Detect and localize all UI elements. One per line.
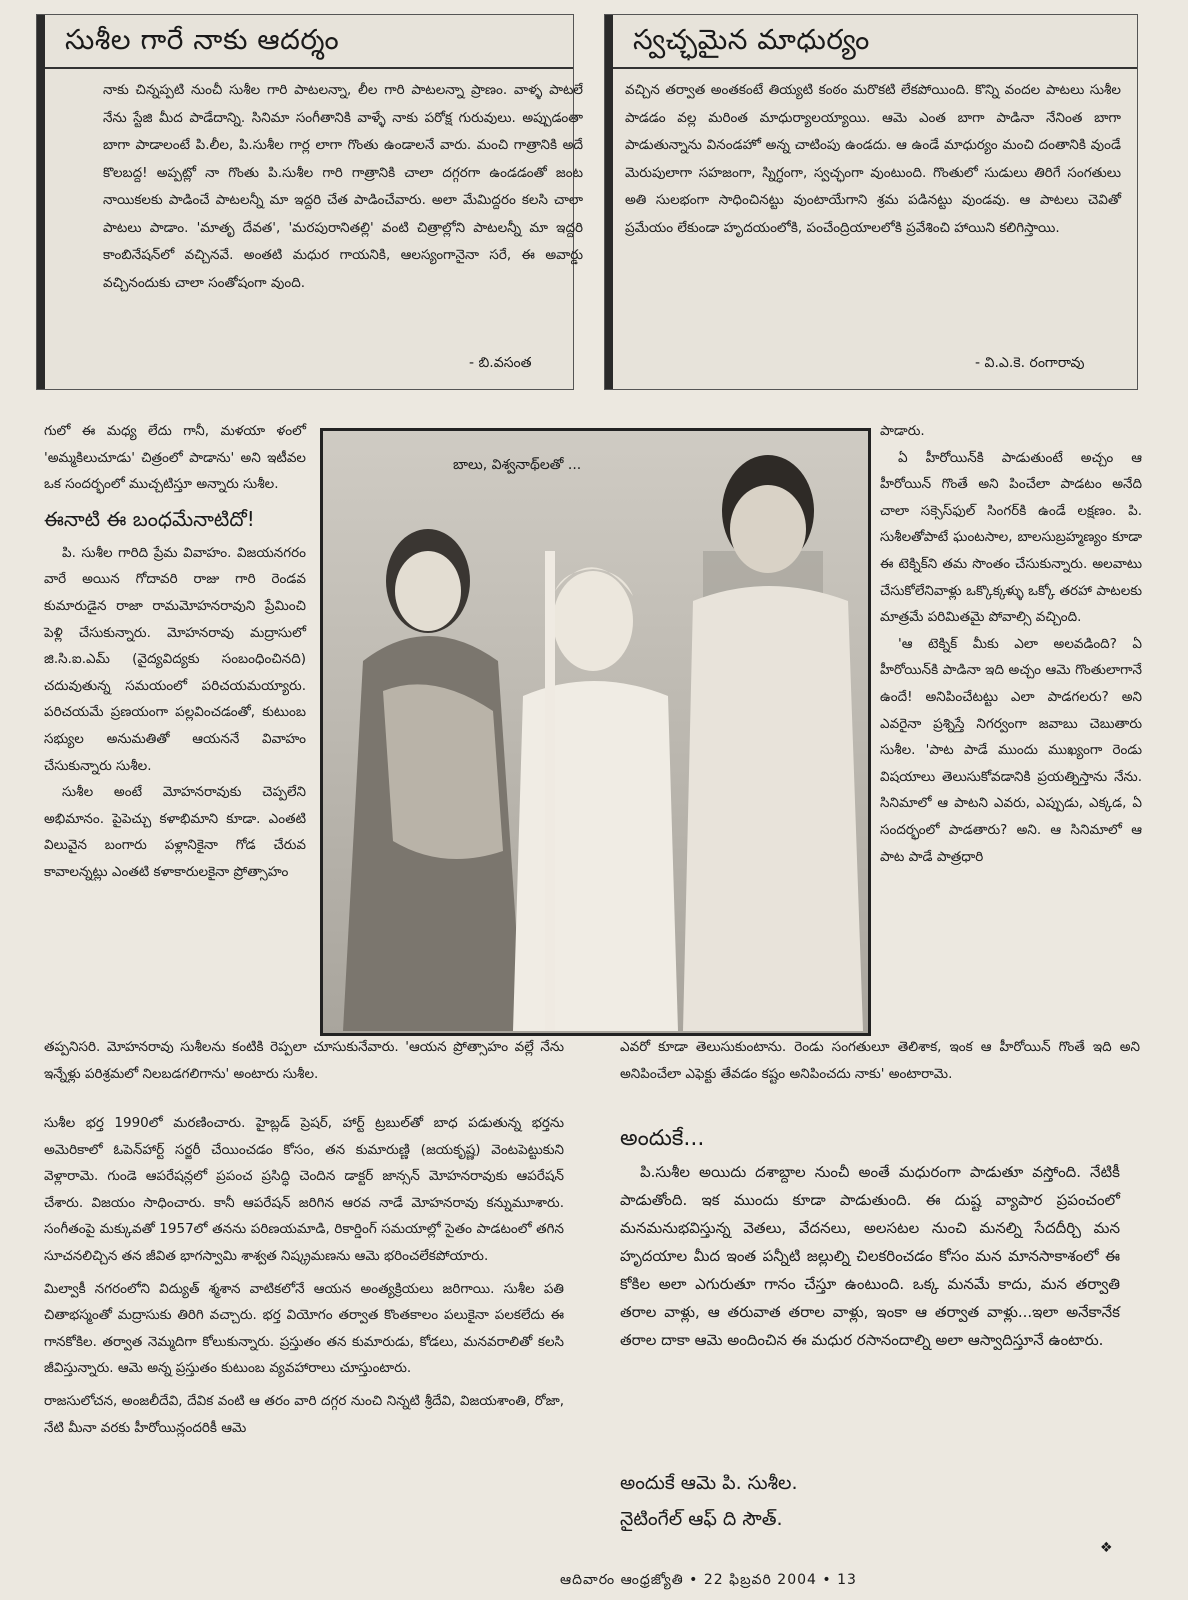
box-title: సుశీల గారే నాకు ఆదర్శం [65,23,340,56]
closing-line-2: నైటింగేల్ ఆఫ్ ది సౌత్. [620,1508,783,1530]
photo-illustration [323,431,868,1033]
photo-susheela-balu-viswanath [320,428,871,1036]
right-column [880,418,1142,870]
sidebar-box-rangarao [604,14,1138,390]
lower-para: రాజసులోచన, అంజలీదేవి, దేవిక వంటి ఆ తరం వారి దగ్గర నుంచి నిన్నటి శ్రీదేవి, విజయశాంతి, రోజా, నేటి మీనా వరకు హీరోయిన్లందరికీ ఆమె [44,1392,564,1436]
title-rule [45,67,573,69]
lower-para: సుశీల భర్త 1990లో మరణించారు. హైబ్లడ్ ప్రెషర్, హార్ట్ ట్రబుల్‌తో బాధ పడుతున్న భర్తను అమెరికాలో ఓపెన్‌హార్ట్ సర్జరీ చేయించడం కోసం, తన కుమారుణ్ణి (జయకృష్ణ) వెంటపెట్టుకుని వెళ్లారామె. గుండె ఆపరేషన్లలో ప్రపంచ ప్రసిద్ధి చెందిన డాక్టర్ జాన్సన్ మోహనరావుకు ఆపరేషన్ చేశారు. విజయం సాధించారు. కానీ ఆపరేషన్ జరిగిన ఆరవ నాడే మోహనరావు కన్నుమూశారు. సంగీతంపై మక్కువతో 1957లో తనను పరిణయమాడి, రికార్డింగ్ సమయాల్లో సైతం పాడటంలో తగిన సూచనలిచ్చిన తన జీవిత భాగస్వామి శాశ్వత నిష్క్రమణను ఆమె భరించలేకపోయారు. [44,1115,564,1264]
closing-line-1: అందుకే ఆమె పి. సుశీల. [620,1472,798,1494]
left-para: పి. సుశీల గారిది ప్రేమ వివాహం. విజయనగరం వారే అయిన గోదావరి రాజు గారి రెండవ కుమారుడైన రాజా రామమోహనరావుని ప్రేమించి పెళ్లి చేసుకున్నారు. మోహనరావు మద్రాసులో జి.సి.ఐ.ఎమ్ (వైద్యవిద్యకు సంబంధించినది) చదువుతున్న సమయంలో పరిచయమయ్యారు. పరిచయమే ప్రణయంగా పల్లవించడంతో, కుటుంబ సభ్యుల అనుమతితో ఆయననే వివాహం చేసుకున్నారు సుశీల. [44,544,306,774]
box-signature: - వి.ఎ.కె. రంగారావు [975,355,1085,371]
right-para: ఏ హీరోయిన్‌కి పాడుతుంటే అచ్చం ఆ హీరోయిన్ గొంతే అని పించేలా పాడటం అనేది చాలా సక్సెస్‌ఫుల్ సింగర్‌కి ఉండే లక్షణం. పి. సుశీలతోపాటే ఘంటసాల, బాలసుబ్రహ్మణ్యం కూడా ఈ టెక్నిక్‌ని తమ సొంతం చేసుకున్నారు. అలవాటు చేసుకోలేనివాళ్లు ఒక్కొక్కళ్ళు ఒక్కో తరహా పాటలకు మాత్రమే పరిమితమై పోవాల్సి వచ్చింది. [880,449,1142,626]
lower-para: మిల్వాకీ నగరంలోని విద్యుత్ శ్మశాన వాటికలోనే ఆయన అంత్యక్రియలు జరిగాయి. సుశీల పతి చితాభస్మంతో మద్రాసుకు తిరిగి వచ్చారు. భర్త వియోగం తర్వాత కొంతకాలం పలుకైనా పలకలేదు ఈ గానకోకిల. తర్వాత నెమ్మదిగా కోలుకున్నారు. ప్రస్తుతం తన కుమారుడు, కోడలు, మనవరాలితో కలసి జీవిస్తున్నారు. ఆమె అన్న ప్రస్తుతం కుటుంబ వ్యవహారాలు చూస్తుంటారు. [44,1280,564,1377]
lower-left-text [44,1110,564,1441]
andhuke-heading: అందుకే... [620,1126,705,1151]
left-column [44,418,306,886]
right-para: పాడారు. [880,423,925,439]
box-title: స్వచ్ఛమైన మాధుర్యం [633,23,870,56]
wide-para: తప్పనిసరి. మోహనరావు సుశీలను కంటికి రెప్పలా చూసుకునేవారు. 'ఆయన ప్రోత్సాహం వల్లే నేను ఇన్నేళ్లు పరిశ్రమలో నిలబడగలిగాను' అంటారు సుశీల. [44,1039,564,1082]
wide-right-text [620,1034,1140,1087]
page-footer: ఆదివారం ఆంధ్రజ్యోతి • 22 ఫిబ్రవరి 2004 • 13 [560,1572,857,1588]
wide-para: ఎవరో కూడా తెలుసుకుంటాను. రెండు సంగతులూ తెలిశాక, ఇంక ఆ హీరోయిన్ గొంతే ఇది అని అనిపించేలా ఎఫెక్టు తేవడం కష్టం అనిపించదు నాకు' అంటారామె. [620,1039,1140,1082]
wide-left-text [44,1034,564,1087]
box-signature: - బి.వసంత [469,355,532,371]
box-body: నాకు చిన్నప్పటి నుంచీ సుశీల గారి పాటలన్నా, లీల గారి పాటలన్నా ప్రాణం. వాళ్ళ పాటలే నేను స్టేజి మీద పాడేదాన్ని. సినిమా సంగీతానికి వాళ్ళే నాకు పరోక్ష గురువులు. అప్పుడంతా బాగా పాడాలంటే పి.లీల, పి.సుశీల గార్ల లాగా గొంతు ఉండాలనే వారు. మంచి గాత్రానికి అదే కొలబద్ద! అప్పట్లో నా గొంతు పి.సుశీల గారి గాత్రానికి చాలా దగ్గరగా ఉండడంతో జంట నాయికలకు పాడించే పాటలన్నీ మా ఇద్దరి చేత పాడించేవారు. అలా మేమిద్దరం కలసి చాలా పాటలు పాడాం. 'మాతృ దేవత', 'మరపురానితల్లి' వంటి చిత్రాల్లోని పాటలన్నీ మా ఇద్దరి కాంబినేషన్‌లో వచ్చినవే. అంతటి మధుర గాయనికి, ఆలస్యంగానైనా సరే, ఈ అవార్డు వచ్చినందుకు చాలా సంతోషంగా వుంది. [103,82,583,291]
right-para: 'ఆ టెక్నిక్ మీకు ఎలా అలవడింది? ఏ హీరోయిన్‌కి పాడినా ఇది అచ్చం ఆమె గొంతులాగానే ఉందే! అనిపించేటట్టు ఎలా పాడగలరు? అని ఎవరైనా ప్రశ్నిస్తే నిగర్వంగా జవాబు చెబుతారు సుశీల. 'పాట పాడే ముందు ముఖ్యంగా రెండు విషయాలు తెలుసుకోవడానికి ప్రయత్నిస్తాను నేను. సినిమాలో ఆ పాటని ఎవరు, ఎప్పుడు, ఎక్కడ, ఏ సందర్భంలో పాడతారు? అని. ఆ సినిమాలో ఆ పాట పాడే పాత్రధారి [880,635,1142,865]
sidebar-box-vasantha [36,14,583,390]
title-rule [613,67,1137,69]
andhuke-section [620,1120,1120,1354]
left-para: సుశీల అంటే మోహనరావుకు చెప్పలేని అభిమానం. పైపెచ్చు కళాభిమాని కూడా. ఎంతటి విలువైన బంగారు పళ్లానికైనా గోడ చేరువ కావాలన్నట్లు ఎంతటి కళాకారులకైనా ప్రోత్సాహం [44,784,306,880]
andhuke-body: పి.సుశీల అయిదు దశాబ్దాల నుంచీ అంతే మధురంగా పాడుతూ వస్తోంది. నేటికీ పాడుతోంది. ఇక ముందు కూడా పాడుతుంది. ఈ దుష్ట వ్యాపార ప్రపంచంలో మనమనుభవిస్తున్న వెతలు, వేదనలు, అలసటల నుంచి మనల్ని సేదదీర్చి మన హృదయాల మీద ఇంత పన్నీటి జల్లుల్ని చిలకరించడం కోసం మన మానసాకాశంలో ఈ కోకిల అలా ఎగురుతూ గానం చేస్తూ ఉంటుంది. ఒక్క మనమే కాదు, మన తర్వాతి తరాల వాళ్లు, ఆ తరువాత తరాల వాళ్లు, ఇంకా ఆ తర్వాత వాళ్లు...ఇలా అనేకానేక తరాల దాకా ఆమె అందించిన ఈ మధుర రసానందాల్ని అలా ఆస్వాదిస్తూనే ఉంటారు. [620,1163,1120,1349]
subheading: ఈనాటి ఈ బంధమేనాటిదో! [44,506,255,531]
box-body: వచ్చిన తర్వాత అంతకంటే తియ్యటి కంఠం మరొకటి లేకపోయింది. కొన్ని వందల పాటలు సుశీల పాడడం వల్ల మరింత మాధుర్యాలయ్యాయి. ఆమె ఎంత బాగా పాడినా నేనింత బాగా పాడుతున్నాను వినండహో అన్న చాటింపు ఉండదు. ఆ ఉండే మాధుర్యం మంచి దంతానికి వుండే మెరుపులాగా సహజంగా, స్నిగ్ధంగా, స్వచ్ఛంగా వుంటుంది. గొంతులో సుడులు తిరిగే సంగతులు అతి సులభంగా సాధించినట్టు వుంటాయేగాని శ్రమ పడినట్టు వుండవు. ఆ పాటలు చెవితో ప్రమేయం లేకుండా హృదయంలోకి, పంచేంద్రియాలలోకి ప్రవేశించి హాయిని కలిగిస్తాయి. [625,82,1121,236]
box-bar [605,15,613,389]
ornament-icon: ❖ [1100,1540,1113,1556]
left-intro: గులో ఈ మధ్య లేదు గానీ, మళయా ళంలో 'అమ్మకిలుచూడు' చిత్రంలో పాడాను' అని ఇటీవల ఒక సందర్భంలో ముచ్చటిస్తూ అన్నారు సుశీల. [44,423,306,493]
box-bar [37,15,45,389]
photo-caption: బాలు, విశ్వనాథ్‌లతో ... [453,457,582,473]
